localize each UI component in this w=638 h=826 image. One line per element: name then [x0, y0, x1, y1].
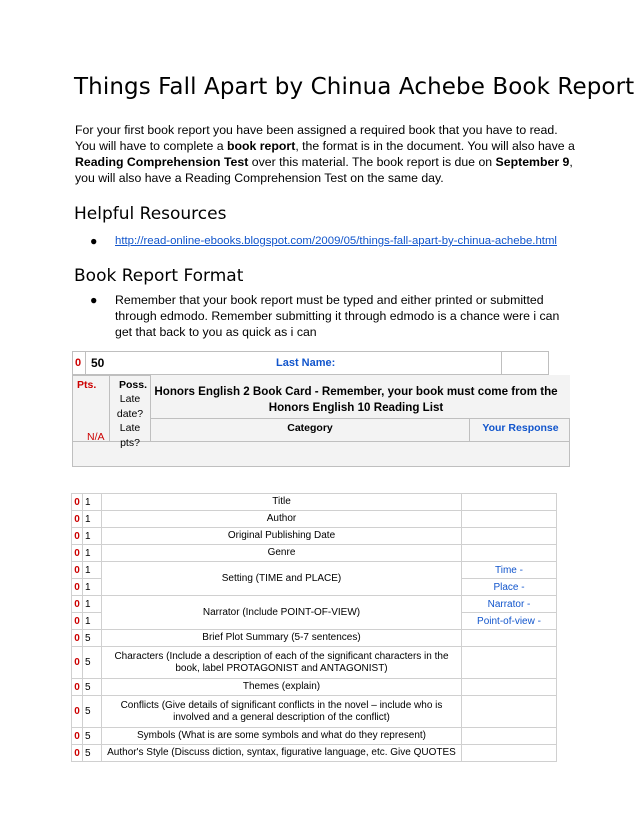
- category-cell: Original Publishing Date: [102, 528, 462, 545]
- score-zero: 0: [75, 357, 82, 369]
- score-zero: 0: [72, 545, 83, 562]
- bullet-icon: ●: [90, 234, 98, 248]
- intro-text-2: , the format is in the document. You will also have a: [295, 139, 575, 153]
- category-cell: Author: [102, 511, 462, 528]
- intro-bold-book-report: book report: [226, 139, 296, 153]
- category-cell: Symbols (What is are some symbols and what do they represent): [102, 728, 462, 745]
- intro-text-3: over this material. The book report is due on: [248, 155, 496, 169]
- intro-bold-date: September 9: [495, 155, 570, 169]
- score-zero: 0: [72, 679, 83, 696]
- possible-points: 1: [83, 579, 102, 596]
- score-zero: 0: [72, 613, 83, 630]
- possible-points: 5: [83, 728, 102, 745]
- possible-points: 1: [83, 613, 102, 630]
- resource-link[interactable]: http://read-online-ebooks.blogspot.com/2009/05/things-fall-apart-by-chinua-achebe.html: [115, 235, 557, 247]
- response-cell[interactable]: [462, 545, 557, 562]
- response-cell[interactable]: [462, 528, 557, 545]
- format-list-item: [90, 292, 570, 342]
- last-name-label: Last Name:: [276, 357, 336, 369]
- resource-list-item: [90, 233, 570, 249]
- possible-points: 5: [83, 745, 102, 762]
- response-cell[interactable]: [462, 630, 557, 647]
- possible-points: 1: [83, 545, 102, 562]
- possible-points: 1: [83, 562, 102, 579]
- category-header: [150, 418, 470, 442]
- score-zero: 0: [72, 528, 83, 545]
- category-cell: Author's Style (Discuss diction, syntax, figurative language, etc. Give QUOTES: [102, 745, 462, 762]
- possible-points: 1: [83, 511, 102, 528]
- name-row: [85, 351, 502, 375]
- book-report-format-heading: Book Report Format: [74, 266, 244, 286]
- last-name-field[interactable]: [501, 351, 549, 375]
- score-zero: 0: [72, 596, 83, 613]
- table-row: [72, 728, 557, 745]
- response-cell[interactable]: Place -: [462, 579, 557, 596]
- late-pts-label: Late pts?: [119, 422, 141, 449]
- category-table: [71, 493, 557, 762]
- response-cell[interactable]: [462, 647, 557, 679]
- table-row: [72, 528, 557, 545]
- table-row: [72, 630, 557, 647]
- response-cell[interactable]: Point-of-view -: [462, 613, 557, 630]
- possible-points: 5: [83, 630, 102, 647]
- category-label: Category: [287, 422, 333, 434]
- possible-points: 1: [83, 596, 102, 613]
- late-date-label: Late date?: [116, 393, 144, 420]
- table-row: [72, 647, 557, 679]
- score-zero: 0: [72, 630, 83, 647]
- score-zero: 0: [72, 562, 83, 579]
- possible-points: 5: [83, 679, 102, 696]
- table-row: [72, 596, 557, 613]
- category-cell: Characters (Include a description of each of the significant characters in the book, label PROTAGONIST and ANTAGONIST): [102, 647, 462, 679]
- response-cell[interactable]: Time -: [462, 562, 557, 579]
- category-cell: Narrator (Include POINT-OF-VIEW): [102, 596, 462, 630]
- poss-column: [109, 375, 151, 449]
- category-cell: Brief Plot Summary (5-7 sentences): [102, 630, 462, 647]
- intro-text-4: , you will also have a Reading Comprehension Test on the same day.: [75, 155, 573, 185]
- score-zero: 0: [72, 647, 83, 679]
- score-zero: 0: [72, 494, 83, 511]
- possible-points: 1: [83, 494, 102, 511]
- pts-column: [72, 375, 110, 442]
- bullet-icon: ●: [90, 293, 98, 307]
- category-cell: Setting (TIME and PLACE): [102, 562, 462, 596]
- score-zero: 0: [72, 696, 83, 728]
- table-row: [72, 562, 557, 579]
- possible-points: 5: [83, 647, 102, 679]
- pts-label: Pts.: [77, 379, 97, 391]
- category-cell: Themes (explain): [102, 679, 462, 696]
- intro-text-1: For your first book report you have been assigned a required book that you have to read. You will have to complete a: [75, 123, 558, 153]
- possible-points: 5: [83, 696, 102, 728]
- response-cell[interactable]: [462, 494, 557, 511]
- format-instructions: Remember that your book report must be typed and either printed or submitted through edmodo. Remember submitting it through edmodo is a chance were i can get that back to you as quick as i can: [115, 293, 560, 339]
- score-zero: 0: [72, 579, 83, 596]
- total-points: 50: [91, 356, 105, 370]
- intro-bold-test: Reading Comprehension Test: [75, 155, 249, 169]
- score-zero: 0: [72, 728, 83, 745]
- table-row: [72, 679, 557, 696]
- category-cell: Title: [102, 494, 462, 511]
- response-cell[interactable]: [462, 696, 557, 728]
- score-zero: 0: [72, 745, 83, 762]
- book-card-heading: Honors English 2 Book Card - Remember, your book must come from the Honors English 10 Reading List: [154, 385, 558, 414]
- poss-label: Poss.: [119, 379, 148, 391]
- response-cell[interactable]: [462, 511, 557, 528]
- response-cell[interactable]: Narrator -: [462, 596, 557, 613]
- blank-row: [72, 441, 570, 467]
- intro-paragraph: [75, 122, 575, 186]
- response-header: [469, 418, 570, 442]
- table-row: [72, 511, 557, 528]
- table-row: [72, 696, 557, 728]
- table-row: [72, 494, 557, 511]
- table-row: [72, 745, 557, 762]
- category-cell: Conflicts (Give details of significant conflicts in the novel – include who is involved and a general description of the conflict): [102, 696, 462, 728]
- your-response-label: Your Response: [482, 422, 559, 434]
- page-title: Things Fall Apart by Chinua Achebe Book Report: [74, 74, 635, 100]
- possible-points: 1: [83, 528, 102, 545]
- score-zero: 0: [72, 511, 83, 528]
- helpful-resources-heading: Helpful Resources: [74, 204, 227, 224]
- na-label: N/A: [87, 431, 105, 443]
- category-cell: Genre: [102, 545, 462, 562]
- table-row: [72, 545, 557, 562]
- response-cell[interactable]: [462, 745, 557, 762]
- score-zero-cell: [72, 351, 86, 375]
- response-cell[interactable]: [462, 728, 557, 745]
- response-cell[interactable]: [462, 679, 557, 696]
